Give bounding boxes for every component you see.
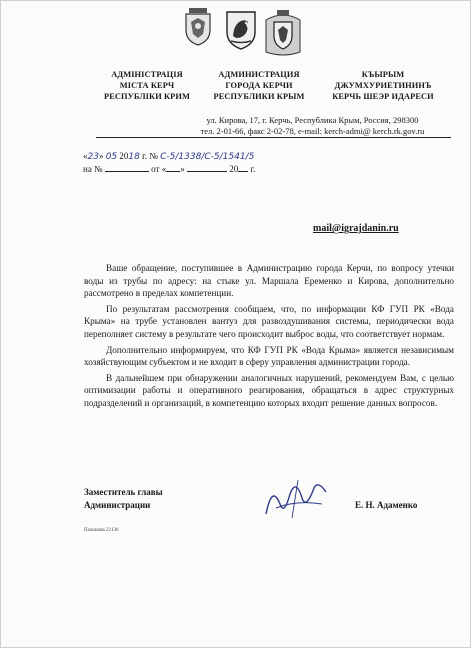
- reply-reference-line: на № от « » 20 г.: [83, 164, 256, 174]
- contact-line: тел. 2-01-66, факс 2-02-78, e-mail: kerch-admi@ kerch.rk.gov.ru: [200, 126, 425, 136]
- header-divider: [96, 137, 451, 138]
- letter-body: [84, 262, 454, 413]
- body-paragraph: По результатам рассмотрения сообщаем, что, по информации КФ ГУП РК «Вода Крыма» на трубе установлен вантуз для развоздушивания системы, периодически вода переполняет систему в результате чего происходит выброс воды, что соответствует нормам.: [84, 303, 454, 339]
- header-ukrainian: АДМІНІСТРАЦІЯ МІСТА КЕРЧ РЕСПУБЛІКИ КРИМ: [103, 70, 191, 101]
- header-russian: АДМИНИСТРАЦИЯ ГОРОДА КЕРЧИ РЕСПУБЛИКИ КРЫМ: [213, 70, 305, 101]
- registration-line: «23» 05 2018 г. № С-5/1338/С-5/1541/5: [83, 151, 255, 162]
- recipient-email[interactable]: mail@igrajdanin.ru: [313, 223, 399, 234]
- document-number: С-5/1338/С-5/1541/5: [160, 152, 255, 162]
- contact-address: [170, 115, 455, 137]
- body-paragraph: В дальнейшем при обнаружении аналогичных нарушений, рекомендуем Вам, с целью оптимизации работы и оперативного реагирования, обращаться в адрес структурных подразделений и организаций, в компетенцию которых входит решение данных вопросов.: [84, 372, 454, 408]
- date-year: 18: [128, 152, 140, 162]
- address-line: ул. Кирова, 17, г. Керчь, Республика Крым, Россия, 298300: [206, 115, 419, 125]
- kerch-coat-of-arms-icon: [183, 8, 213, 46]
- executor-note: Пахомова 22136: [84, 528, 119, 533]
- crimea-coat-of-arms-icon: [224, 8, 258, 50]
- body-paragraph: Ваше обращение, поступившее в Администрацию города Керчи, по вопросу утечки воды из трубы по адресу: на стыке ул. Маршала Еременко и Кирова, дополнительно рассмотрено в пределах компетенции.: [84, 263, 454, 299]
- emblem-row: [0, 8, 471, 64]
- signer-name: Е. Н. Адаменко: [355, 500, 418, 510]
- body-paragraph: Дополнительно информируем, что КФ ГУП РК «Вода Крыма» является независимым хозяйствующим субъектом и не входит в сферу управления администрации города.: [84, 344, 454, 368]
- date-month: 05: [105, 152, 118, 162]
- reply-year-blank: [238, 162, 248, 172]
- reply-number-blank: [105, 162, 149, 172]
- signer-title: Заместитель главы Администрации: [84, 487, 163, 510]
- crest-with-mantle-icon: [262, 8, 304, 58]
- reply-day-blank: [166, 162, 180, 172]
- header-crimean-tatar: КЪЫРЫМ ДЖУМХУРИЕТИНИНЪ КЕРЧЬ ШЕЭР ИДАРЕСИ: [332, 70, 434, 101]
- reply-month-blank: [187, 162, 227, 172]
- handwritten-signature: [262, 474, 332, 524]
- date-day: 23: [87, 152, 99, 162]
